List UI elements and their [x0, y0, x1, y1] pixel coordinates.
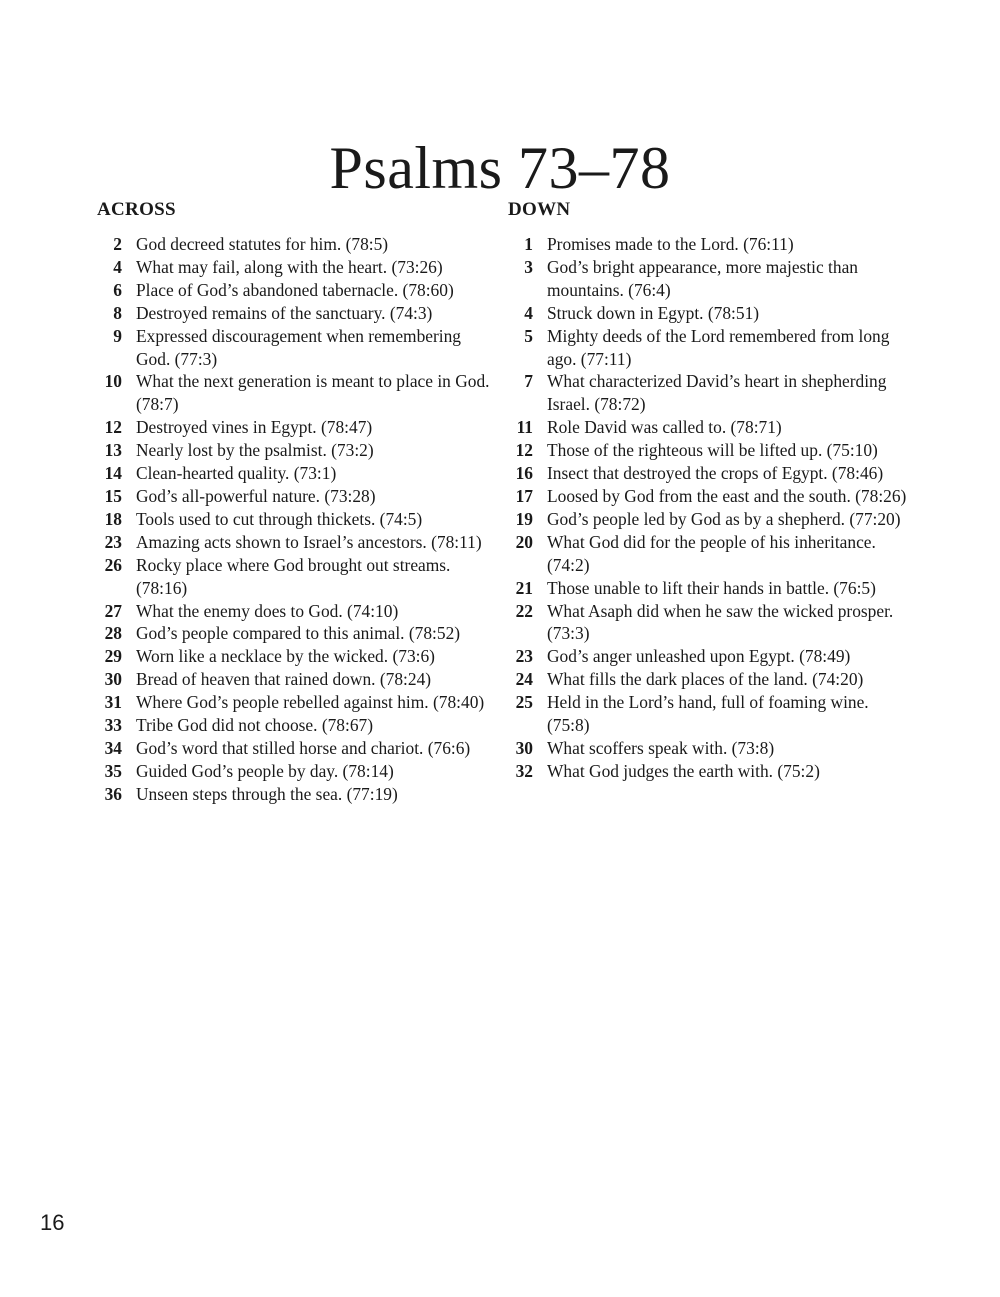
clue-row	[97, 233, 492, 256]
clue-row	[508, 531, 908, 577]
clue-row	[508, 233, 908, 256]
clue-text: What may fail, along with the heart. (73:26)	[136, 256, 443, 277]
clue-text: Nearly lost by the psalmist. (73:2)	[136, 440, 374, 461]
clue-row	[508, 668, 908, 691]
clue-text: Destroyed vines in Egypt. (78:47)	[136, 417, 373, 438]
clue-number: 1	[524, 234, 533, 254]
clue-number: 23	[515, 646, 533, 667]
clue-number: 7	[524, 371, 533, 392]
clue-number: 3	[524, 256, 533, 277]
clue-number: 9	[113, 325, 122, 346]
clue-text: What characterized David’s heart in shepherding Israel. (78:72)	[547, 371, 887, 415]
clue-text: God’s people led by God as by a shepherd. (77:20)	[547, 508, 901, 529]
clue-row	[508, 439, 908, 462]
clue-row	[97, 622, 492, 645]
clue-text: Tools used to cut through thickets. (74:5)	[136, 508, 423, 529]
clue-text: What the enemy does to God. (74:10)	[136, 600, 399, 621]
clue-text: Where God’s people rebelled against him. (78:40)	[136, 692, 485, 713]
clue-row	[97, 737, 492, 760]
clue-number: 12	[515, 440, 533, 461]
clue-row	[97, 760, 492, 783]
page-title: Psalms 73–78	[329, 135, 671, 202]
clue-number: 14	[104, 463, 122, 484]
clue-text: Place of God’s abandoned tabernacle. (78:60)	[136, 279, 454, 300]
clue-number: 12	[104, 417, 122, 438]
clue-number: 30	[515, 737, 533, 758]
clue-row	[97, 256, 492, 279]
page-number: 16	[40, 1210, 65, 1235]
clue-text: God decreed statutes for him. (78:5)	[136, 234, 389, 254]
clue-number: 30	[104, 669, 122, 690]
clue-row	[508, 256, 908, 302]
clue-row	[508, 508, 908, 531]
clue-row	[97, 279, 492, 302]
clue-number: 19	[515, 508, 533, 529]
clue-row	[97, 600, 492, 623]
clue-number: 36	[104, 783, 122, 804]
clue-row	[97, 554, 492, 600]
clue-text: Those of the righteous will be lifted up. (75:10)	[547, 440, 878, 461]
clue-number: 32	[515, 760, 533, 781]
clue-text: Amazing acts shown to Israel’s ancestors. (78:11)	[136, 531, 482, 552]
clue-row	[508, 485, 908, 508]
clue-number: 20	[515, 531, 533, 552]
clue-text: Tribe God did not choose. (78:67)	[136, 715, 374, 736]
clue-row	[97, 462, 492, 485]
clue-number: 35	[104, 760, 122, 781]
clue-text: Mighty deeds of the Lord remembered from long ago. (77:11)	[547, 325, 890, 369]
clue-row	[508, 416, 908, 439]
clue-row	[97, 714, 492, 737]
clue-number: 8	[113, 302, 122, 323]
clue-row	[508, 462, 908, 485]
clue-number: 13	[104, 440, 122, 461]
clue-number: 15	[104, 485, 122, 506]
clue-text: What fills the dark places of the land. (74:20)	[547, 669, 864, 690]
clue-row	[97, 325, 492, 371]
clue-text: God’s bright appearance, more majestic than mountains. (76:4)	[547, 256, 858, 300]
clue-number: 26	[104, 554, 122, 575]
clue-number: 29	[104, 646, 122, 667]
clue-row	[97, 439, 492, 462]
down-clues-column	[508, 198, 908, 783]
clue-number: 24	[515, 669, 533, 690]
clue-row	[508, 577, 908, 600]
clue-row	[97, 691, 492, 714]
across-heading: ACROSS	[97, 199, 176, 220]
clue-number: 10	[104, 371, 122, 392]
across-clue-list	[97, 233, 492, 806]
clue-row	[508, 645, 908, 668]
across-clues-column	[97, 198, 492, 806]
down-clue-list	[508, 233, 908, 783]
clue-number: 16	[515, 463, 533, 484]
clue-number: 22	[515, 600, 533, 621]
clue-row	[508, 325, 908, 371]
clue-number: 17	[515, 485, 533, 506]
clue-text: Promises made to the Lord. (76:11)	[547, 234, 794, 254]
clue-number: 34	[104, 737, 122, 758]
clue-row	[97, 302, 492, 325]
clue-number: 6	[113, 279, 122, 300]
clue-number: 2	[113, 234, 122, 254]
clue-text: Guided God’s people by day. (78:14)	[136, 760, 394, 781]
clue-text: Unseen steps through the sea. (77:19)	[136, 783, 398, 804]
clue-number: 33	[104, 715, 122, 736]
clue-text: God’s people compared to this animal. (78:52)	[136, 623, 461, 644]
clue-number: 4	[524, 302, 533, 323]
clue-text: Struck down in Egypt. (78:51)	[547, 302, 760, 323]
clue-text: God’s all-powerful nature. (73:28)	[136, 485, 376, 506]
clue-row	[508, 600, 908, 646]
clue-row	[97, 485, 492, 508]
clue-text: Insect that destroyed the crops of Egypt. (78:46)	[547, 463, 884, 484]
clue-text: Clean-hearted quality. (73:1)	[136, 463, 337, 484]
clue-text: Expressed discouragement when remembering God. (77:3)	[136, 325, 461, 369]
clue-number: 21	[515, 577, 533, 598]
clue-text: What scoffers speak with. (73:8)	[547, 737, 775, 758]
clue-number: 27	[104, 600, 122, 621]
clue-number: 23	[104, 531, 122, 552]
clue-row	[508, 691, 908, 737]
clue-row	[508, 370, 908, 416]
clue-number: 28	[104, 623, 122, 644]
clue-text: Those unable to lift their hands in battle. (76:5)	[547, 577, 876, 598]
clue-row	[97, 416, 492, 439]
clue-row	[97, 783, 492, 806]
clue-row	[97, 668, 492, 691]
clue-text: God’s anger unleashed upon Egypt. (78:49)	[547, 646, 851, 667]
down-heading: DOWN	[508, 199, 571, 220]
clue-row	[97, 645, 492, 668]
clue-text: What God did for the people of his inheritance. (74:2)	[547, 531, 876, 575]
clue-text: Held in the Lord’s hand, full of foaming wine. (75:8)	[547, 692, 869, 736]
clue-text: Rocky place where God brought out streams. (78:16)	[136, 554, 451, 598]
clue-row	[508, 302, 908, 325]
clue-number: 18	[104, 508, 122, 529]
clue-row	[508, 737, 908, 760]
clue-number: 4	[113, 256, 122, 277]
clue-text: What God judges the earth with. (75:2)	[547, 760, 820, 781]
clue-number: 25	[515, 692, 533, 713]
clue-text: What Asaph did when he saw the wicked prosper. (73:3)	[547, 600, 894, 644]
clue-text: God’s word that stilled horse and chariot. (76:6)	[136, 737, 471, 758]
clue-text: Worn like a necklace by the wicked. (73:6)	[136, 646, 435, 667]
clue-row	[97, 370, 492, 416]
clue-text: What the next generation is meant to place in God. (78:7)	[136, 371, 490, 415]
clue-text: Bread of heaven that rained down. (78:24)	[136, 669, 432, 690]
clue-row	[97, 531, 492, 554]
clue-number: 5	[524, 325, 533, 346]
clue-text: Loosed by God from the east and the south. (78:26)	[547, 485, 907, 506]
clue-text: Destroyed remains of the sanctuary. (74:3)	[136, 302, 433, 323]
clue-number: 31	[104, 692, 122, 713]
clue-row	[508, 760, 908, 783]
clue-text: Role David was called to. (78:71)	[547, 417, 782, 438]
clue-number: 11	[516, 417, 533, 438]
clue-row	[97, 508, 492, 531]
